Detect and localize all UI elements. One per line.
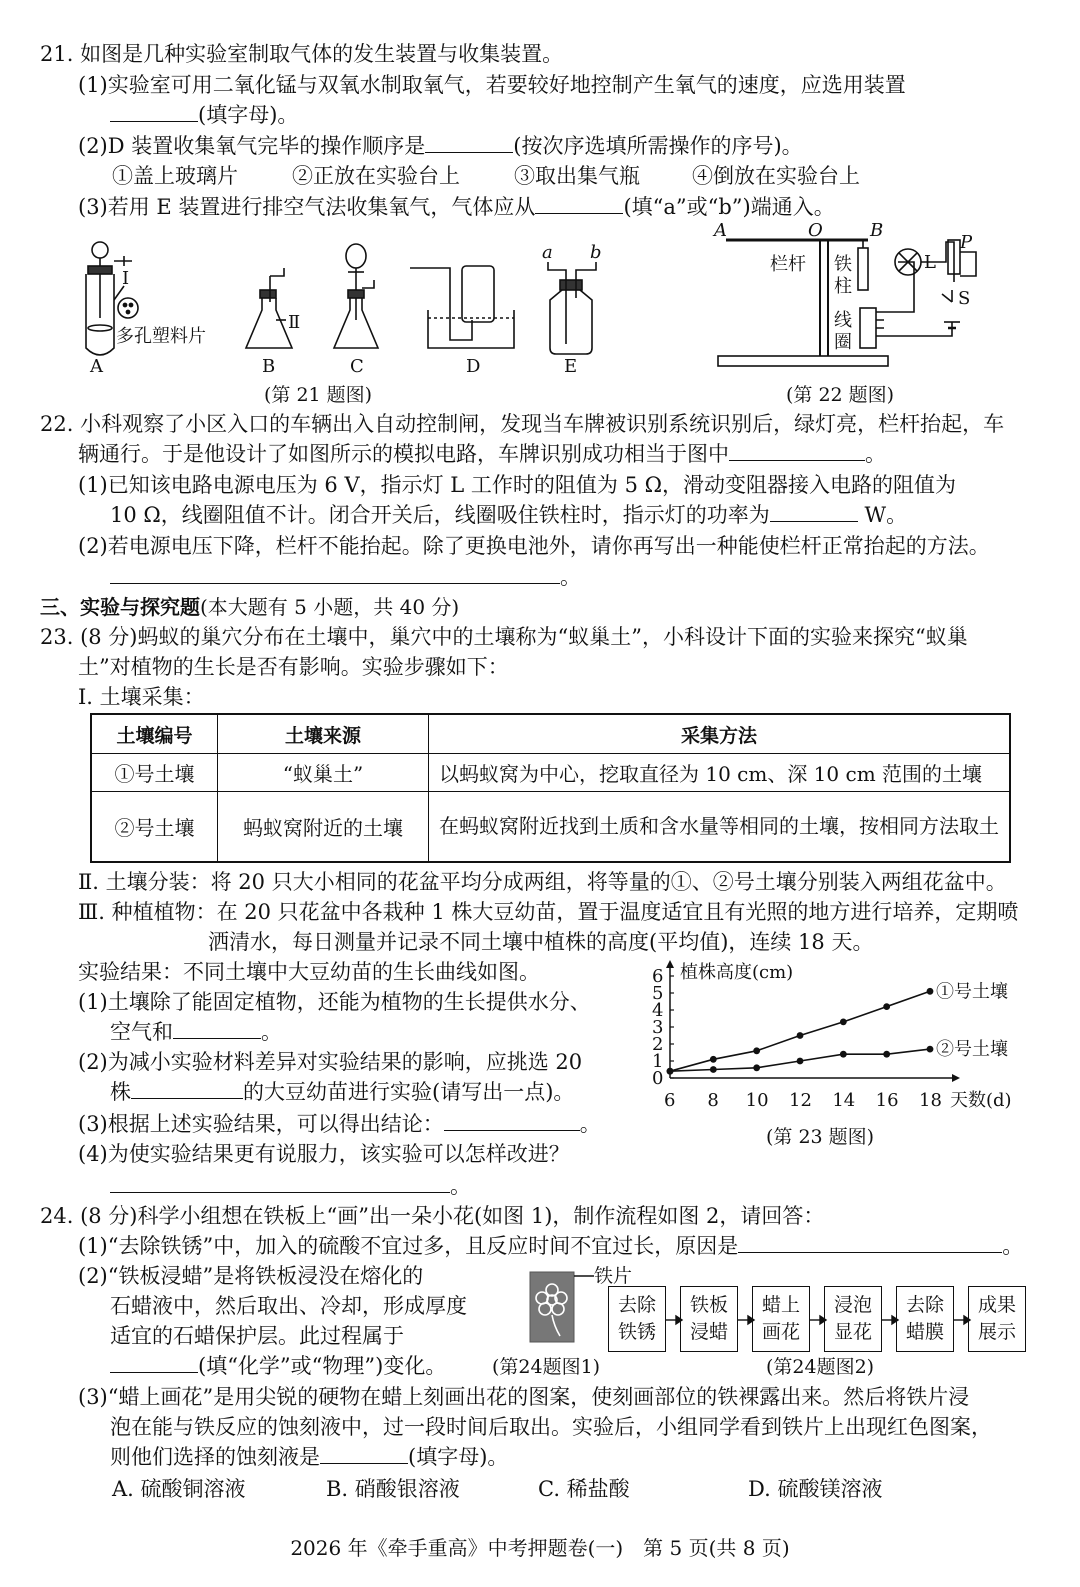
label-p: P xyxy=(960,232,973,253)
table-cell: ①号土壤 xyxy=(91,754,218,792)
data-point xyxy=(753,1047,760,1054)
q23-part2-text2: 的大豆幼苗进行实验(请写出一点)。 xyxy=(243,1080,575,1104)
flow-text: 展示 xyxy=(977,1321,1016,1343)
q23-part1-cont xyxy=(110,1018,282,1046)
arrow-right-icon xyxy=(666,1316,682,1324)
apparatus-c xyxy=(334,244,378,348)
q22-part2-end: 。 xyxy=(560,565,581,589)
figure-22-caption: (第 22 题图) xyxy=(786,384,895,406)
q23-step-2: Ⅱ. 土壤分装：将 20 只大小相同的花盆平均分成两组，将等量的①、②号土壤分别装入两组花盆中。 xyxy=(78,870,1007,894)
figure-21-caption: (第 21 题图) xyxy=(264,384,373,406)
option-d: D. 硫酸镁溶液 xyxy=(748,1477,883,1501)
q23-part4: (4)为使实验结果更有说服力，该实验可以怎样改进？ xyxy=(78,1142,570,1166)
table-cell: “蚁巢土” xyxy=(218,754,429,792)
flow-step-6 xyxy=(968,1286,1026,1352)
answer-blank[interactable] xyxy=(110,103,198,122)
q22-part2: (2)若电源电压下降，栏杆不能抬起。除了更换电池外，请你再写出一种能使栏杆正常抬起的方法。 xyxy=(78,534,990,558)
q24-part3-l2: 泡在能与铁反应的蚀刻液中，过一段时间后取出。实验后，小组同学看到铁片上出现红色图案， xyxy=(110,1415,992,1439)
answer-blank[interactable] xyxy=(444,1112,580,1131)
q23-step-1: Ⅰ. 土壤采集： xyxy=(78,685,205,709)
q23-stem-2: 土”对植物的生长是否有影响。实验步骤如下： xyxy=(78,655,509,679)
flow-text: 蜡膜 xyxy=(905,1321,944,1343)
q21-part3-text2: (填“a”或“b”)端通入。 xyxy=(623,195,835,219)
y-axis-arrow-icon xyxy=(666,960,674,968)
q21-op3: ③取出集气瓶 xyxy=(514,164,640,188)
flow-text: 铁锈 xyxy=(617,1321,656,1343)
q24-part2-l2: 石蜡液中，然后取出、冷却，形成厚度 xyxy=(110,1294,467,1318)
q22-stem-2-text: 辆通行。于是他设计了如图所示的模拟电路，车牌识别成功相当于图中 xyxy=(78,442,729,466)
answer-blank[interactable] xyxy=(110,565,560,584)
soil-table xyxy=(90,713,1011,863)
q21-part3-text: (3)若用 E 装置进行排空气法收集氧气，气体应从 xyxy=(78,195,536,219)
q22-stem-2 xyxy=(78,440,886,468)
q24-part1 xyxy=(78,1232,1023,1260)
flow-text: 浸蜡 xyxy=(689,1321,728,1343)
x-tick-label: 16 xyxy=(875,1090,899,1111)
y-tick-label: 4 xyxy=(652,1000,664,1021)
table-cell: 在蚂蚁窝附近找到土质和含水量等相同的土壤，按相同方法取土 xyxy=(429,792,1011,862)
table-header-row xyxy=(91,714,1010,754)
flow-arrows xyxy=(664,1310,974,1330)
label-d: D xyxy=(466,356,481,377)
series-label: ②号土壤 xyxy=(936,1039,1008,1061)
flow-text: 铁板 xyxy=(689,1294,728,1316)
q23-part3-end: 。 xyxy=(579,1112,601,1136)
label-port-a: a xyxy=(542,242,553,263)
q23-step-3-cont: 洒清水，每日测量并记录不同土壤中植株的高度(平均值)，连续 18 天。 xyxy=(208,930,874,954)
figure-24-2-caption: (第24题图2) xyxy=(766,1356,875,1378)
answer-blank[interactable] xyxy=(110,1354,198,1373)
apparatus-d xyxy=(410,266,514,348)
flow-text: 去除 xyxy=(617,1294,656,1316)
q23-part1: (1)土壤除了能固定植物，还能为植物的生长提供水分、 xyxy=(78,990,591,1014)
y-tick-label: 6 xyxy=(652,966,664,987)
data-point xyxy=(710,1066,717,1073)
q23-part3-text: (3)根据上述实验结果，可以得出结论： xyxy=(78,1112,444,1136)
q24-stem: 24. (8 分)科学小组想在铁板上“画”出一朵小花(如图 1)，制作流程如图 2，请回答： xyxy=(40,1204,825,1228)
y-tick-label: 0 xyxy=(652,1068,664,1089)
flow-text: 去除 xyxy=(905,1294,944,1316)
x-tick-label: 6 xyxy=(664,1090,676,1111)
data-point xyxy=(840,1051,847,1058)
label-iron-2: 柱 xyxy=(834,276,852,297)
label-s: S xyxy=(958,288,971,309)
label-ii: Ⅱ xyxy=(288,312,301,333)
answer-blank[interactable] xyxy=(425,134,513,153)
q21-op2: ②正放在实验台上 xyxy=(292,164,460,188)
y-axis-label: 植株高度(cm) xyxy=(680,962,794,983)
flow-step-1 xyxy=(608,1286,666,1352)
figure-24-1-caption: (第24题图1) xyxy=(492,1356,601,1378)
q21-part1 xyxy=(78,71,906,99)
label-a: A xyxy=(714,222,727,241)
q24-part3-end: (填字母)。 xyxy=(408,1445,509,1469)
flow-text: 浸泡 xyxy=(833,1294,872,1316)
arrow-right-icon xyxy=(954,1316,970,1324)
section-3-note: (本大题有 5 小题，共 40 分) xyxy=(200,595,460,619)
q24-part3: (3)“蜡上画花”是用尖锐的硬物在蜡上刻画出花的图案，使刻画部位的铁裸露出来。然后将铁片浸 xyxy=(78,1385,970,1409)
arrow-right-icon xyxy=(882,1316,898,1324)
q21-part1-text: (1)实验室可用二氧化锰与双氧水制取氧气，若要较好地控制产生氧气的速度，应选用装置 xyxy=(78,73,906,97)
q23-part4-end: 。 xyxy=(450,1174,471,1198)
x-tick-label: 14 xyxy=(832,1090,856,1111)
label-i: I xyxy=(122,268,130,289)
q23-part3 xyxy=(78,1110,601,1138)
answer-blank[interactable] xyxy=(738,1234,1002,1253)
q21-stem: 21. 如图是几种实验室制取气体的发生装置与收集装置。 xyxy=(40,42,564,66)
q23-result: 实验结果：不同土壤中大豆幼苗的生长曲线如图。 xyxy=(78,960,540,984)
arrow-right-icon xyxy=(810,1316,826,1324)
q23-stem-1: 23. (8 分)蚂蚁的巢穴分布在土壤中，巢穴中的土壤称为“蚁巢土”，小科设计下面的实验来探究“蚁巢 xyxy=(40,625,968,649)
data-point xyxy=(710,1056,717,1063)
answer-blank[interactable] xyxy=(729,442,865,461)
label-iron-1: 铁 xyxy=(834,254,852,275)
label-coil-2: 圈 xyxy=(834,332,852,353)
q22-part2-answer xyxy=(110,563,581,591)
answer-blank[interactable] xyxy=(535,195,623,214)
data-point xyxy=(753,1064,760,1071)
q23-part1-text: 空气和 xyxy=(110,1020,173,1044)
q23-part2: (2)为减小实验材料差异对实验结果的影响，应挑选 20 xyxy=(78,1050,583,1074)
q22-part1-text: 10 Ω，线圈阻值不计。闭合开关后，线圈吸住铁柱时，指示灯的功率为 xyxy=(110,503,770,527)
q21-part2-text: (2)D 装置收集氧气完毕的操作顺序是 xyxy=(78,134,426,158)
flow-text: 蜡上 xyxy=(761,1294,800,1316)
chart-23-caption: (第 23 题图) xyxy=(766,1126,875,1148)
data-point xyxy=(667,1068,674,1075)
q22-part1-unit: W。 xyxy=(864,503,908,527)
option-a: A. 硫酸铜溶液 xyxy=(112,1477,246,1501)
q24-part1-end: 。 xyxy=(1002,1234,1024,1258)
q21-part2-text2: (按次序选填所需操作的序号)。 xyxy=(513,134,803,158)
q23-part2-cont xyxy=(110,1078,574,1106)
label-l: L xyxy=(924,252,936,273)
data-point xyxy=(883,1051,890,1058)
data-point xyxy=(797,1032,804,1039)
q21-op4: ④倒放在实验台上 xyxy=(692,164,860,188)
figure-22 xyxy=(708,222,1018,378)
q23-part1-end: 。 xyxy=(261,1020,282,1044)
label-plate: 多孔塑料片 xyxy=(116,326,206,347)
q21-part1-cont xyxy=(110,101,298,129)
section-3-header xyxy=(40,593,459,621)
series-label: ①号土壤 xyxy=(936,981,1008,1003)
option-b: B. 硝酸银溶液 xyxy=(326,1477,460,1501)
q22-stem-2-end: 。 xyxy=(865,442,886,466)
label-coil-1: 线 xyxy=(834,310,852,331)
q21-part1-text2: (填字母)。 xyxy=(198,103,299,127)
label-e: E xyxy=(564,356,578,377)
q22-part1: (1)已知该电路电源电压为 6 V，指示灯 L 工作时的阻值为 5 Ω，滑动变阻器接入电路的阻值为 xyxy=(78,473,957,497)
page-footer: 2026 年《牵手重高》中考押题卷(一) 第 5 页(共 8 页) xyxy=(290,1536,790,1560)
figure-21 xyxy=(70,228,630,378)
flow-text: 成果 xyxy=(977,1294,1016,1316)
label-c: C xyxy=(350,356,364,377)
flow-text: 显花 xyxy=(833,1321,872,1343)
table-cell: 以蚂蚁窝为中心，挖取直径为 10 cm、深 10 cm 范围的土壤 xyxy=(429,754,1011,792)
section-3-title: 三、实验与探究题 xyxy=(40,595,200,619)
q23-part4-answer xyxy=(110,1172,471,1200)
fig1-label-iron-sheet: 铁片 xyxy=(594,1265,633,1287)
q23-step-3: Ⅲ. 种植植物：在 20 只花盆中各栽种 1 株大豆幼苗，置于温度适宜且有光照的地方进行培养，定期喷 xyxy=(78,900,1019,924)
table-cell: ②号土壤 xyxy=(91,792,218,862)
arrow-right-icon xyxy=(738,1316,754,1324)
table-cell: 蚂蚁窝附近的土壤 xyxy=(218,792,429,862)
x-axis-arrow-icon xyxy=(952,1074,960,1082)
table-header: 土壤编号 xyxy=(91,714,218,754)
q21-part3 xyxy=(78,193,835,221)
data-point xyxy=(797,1058,804,1065)
x-tick-label: 8 xyxy=(707,1090,719,1111)
y-tick-label: 1 xyxy=(652,1051,664,1072)
x-tick-label: 10 xyxy=(745,1090,769,1111)
answer-blank[interactable] xyxy=(131,1080,243,1099)
label-b: B xyxy=(870,222,884,241)
q24-part1-text: (1)“去除铁锈”中，加入的硫酸不宜过多，且反应时间不宜过长，原因是 xyxy=(78,1234,739,1258)
option-c: C. 稀盐酸 xyxy=(538,1477,630,1501)
label-o: O xyxy=(808,222,823,241)
table-header: 土壤来源 xyxy=(218,714,429,754)
flow-text: 画花 xyxy=(761,1321,800,1343)
apparatus-e xyxy=(548,262,596,354)
apparatus-b xyxy=(246,268,292,348)
q24-part3-l3 xyxy=(110,1443,508,1471)
q22-stem-1: 22. 小科观察了小区入口的车辆出入自动控制闸，发现当车牌被识别系统识别后，绿灯亮，栏杆抬起，车 xyxy=(40,412,1005,436)
q21-part2 xyxy=(78,132,803,160)
y-tick-label: 5 xyxy=(652,983,664,1004)
table-row xyxy=(91,792,1010,862)
data-point xyxy=(840,1019,847,1026)
label-a: A xyxy=(90,356,103,377)
y-tick-label: 2 xyxy=(652,1034,664,1055)
label-bar: 栏杆 xyxy=(770,254,806,275)
y-tick-label: 3 xyxy=(652,1017,664,1038)
table-row xyxy=(91,754,1010,792)
q21-op1: ①盖上玻璃片 xyxy=(112,164,238,188)
q24-part3-text: 则他们选择的蚀刻液是 xyxy=(110,1445,320,1469)
x-axis-label: 天数(d) xyxy=(950,1090,1012,1111)
q24-part2-l3: 适宜的石蜡保护层。此过程属于 xyxy=(110,1324,404,1348)
label-b: B xyxy=(262,356,276,377)
x-tick-label: 12 xyxy=(789,1090,812,1111)
q24-part2-l4 xyxy=(110,1352,446,1380)
answer-blank[interactable] xyxy=(770,503,858,522)
q24-part2-l4-text: (填“化学”或“物理”)变化。 xyxy=(198,1354,447,1378)
answer-blank[interactable] xyxy=(320,1445,408,1464)
label-port-b: b xyxy=(590,242,602,263)
x-tick-label: 18 xyxy=(919,1090,942,1111)
data-point xyxy=(883,1003,890,1010)
q23-part2-text: 株 xyxy=(110,1080,131,1104)
q24-part2: (2)“铁板浸蜡”是将铁板浸没在熔化的 xyxy=(78,1264,424,1288)
table-header: 采集方法 xyxy=(429,714,1011,754)
answer-blank[interactable] xyxy=(173,1020,261,1039)
q22-part1-cont xyxy=(110,501,907,529)
answer-blank[interactable] xyxy=(110,1174,450,1193)
data-point xyxy=(927,988,934,995)
data-point xyxy=(927,1046,934,1053)
